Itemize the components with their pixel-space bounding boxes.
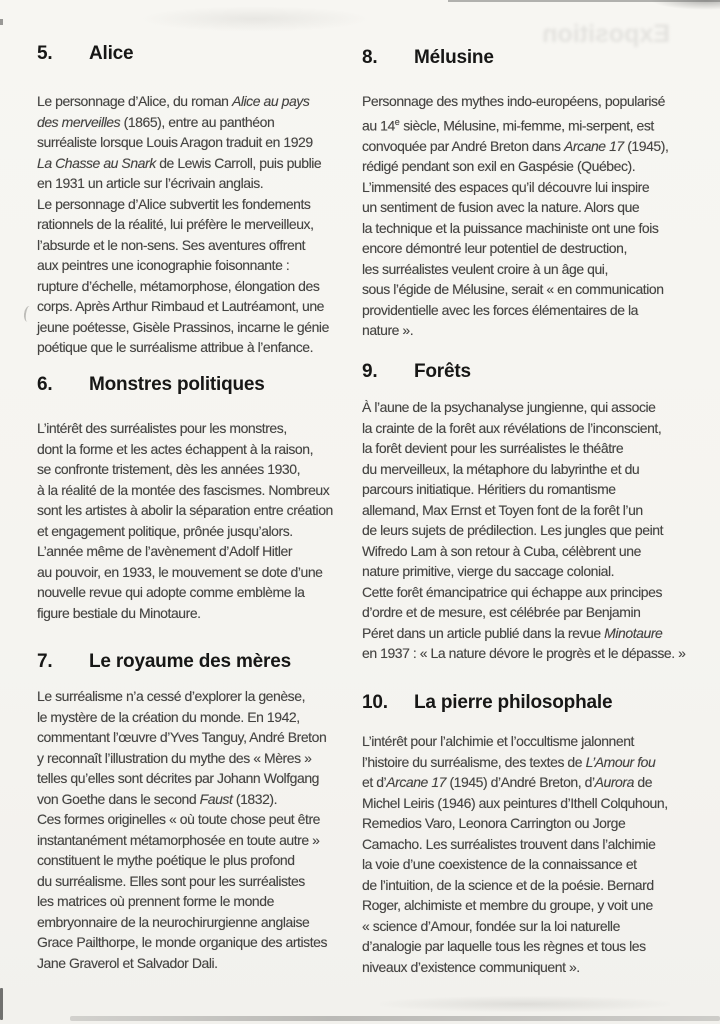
scan-smudge-top-left — [140, 6, 370, 32]
section-number: 9. — [362, 361, 378, 382]
section-number: 10. — [362, 692, 388, 713]
section-forets — [362, 360, 710, 664]
section-alice — [37, 42, 367, 358]
section-number: 7. — [37, 651, 53, 672]
section-body: Le personnage d’Alice, du roman Alice au pays des merveilles (1865), entre au panthéon surréaliste lorsque Louis Aragon traduit en 1929 La Chasse au Snark de Lewis Carroll, puis publie en 1931 un article sur l’écrivain anglais. Le personnage d’Alice subvertit les fondements rationnels de la réalité, lui préfère le merveilleux, l’absurde et le non-sens. Ses aventures offrent aux peintres une iconographie foisonnante : rupture d’échelle, métamorphose, élongation des corps. Après Arthur Rimbaud et Lautréamont, une jeune poétesse, Gisèle Prassinos, incarne le génie poétique que le surréalisme attribue à l’enfance. — [37, 93, 329, 355]
section-number: 6. — [37, 374, 53, 395]
scan-speck-top-left — [0, 19, 3, 25]
section-title: Forêts — [414, 361, 471, 382]
section-body: Le surréalisme n’a cessé d’explorer la genèse, le mystère de la création du monde. En 1942, commentant l’œuvre d’Yves Tanguy, André Breton y reconnaît l’illustration du mythe des « Mères » telles qu’elles sont décrites par Johann Wolfgang von Goethe dans le second Faust (1832). Ces formes originelles « où toute chose peut être instantanément métamorphosée en toute autre » constituent le mythe poétique le plus profond du surréalisme. Elles sont pour les surréalistes les matrices où prennent forme le monde embryonnaire de la neurochirurgienne anglaise Grace Pailthorpe, le monde organique des artistes Jane Graverol et Salvador Dali. — [37, 688, 328, 971]
section-body: L’intérêt pour l’alchimie et l’occultisme jalonnent l’histoire du surréalisme, des textes de L’Amour fou et d’Arcane 17 (1945) d’André Breton, d’Aurora de Michel Leiris (1946) aux peintures d’Ithell Colquhoun, Remedios Varo, Leonora Carrington ou Jorge Camacho. Les surréalistes trouvent dans l’alchimie la voie d’une coexistence de la connaissance et de l’intuition, de la science et de la poésie. Bernard Roger, alchimiste et membre du groupe, y voit une « science d’Amour, fondée sur la loi naturelle d’analogie par laquelle tous les règnes et tous les niveaux d’existence communiquent ». — [362, 733, 668, 975]
scan-smudge-bottom — [380, 996, 670, 1012]
section-pierre-philosophale — [362, 691, 710, 977]
scan-line-bottom — [70, 1016, 720, 1021]
scan-smudge-top-right — [650, 0, 720, 10]
section-title: Monstres politiques — [89, 374, 265, 395]
section-body: Personnage des mythes indo-européens, popularisé au 14e siècle, Mélusine, mi-femme, mi-serpent, est convoquée par André Breton dans Arcane 17 (1945), rédigé pendant son exil en Gaspésie (Québec). L’immensité des espaces qu’il découvre lui inspire un sentiment de fusion avec la nature. Alors que la technique et la puissance machiniste ont une fois encore démontré leur potentiel de destruction, les surréalistes veulent croire à un âge qui, sous l’égide de Mélusine, serait « en communication providentielle avec les forces élémentaires de la nature ». — [362, 93, 669, 339]
section-heading — [362, 46, 710, 70]
section-title: Alice — [89, 43, 134, 64]
section-title: Mélusine — [414, 47, 494, 68]
section-melusine — [362, 46, 710, 341]
section-title: Le royaume des mères — [89, 651, 291, 672]
section-heading — [362, 360, 710, 384]
section-heading — [37, 650, 367, 674]
scan-edge-top — [448, 0, 720, 2]
section-title: La pierre philosophale — [414, 692, 613, 713]
section-monstres-politiques — [37, 373, 367, 623]
section-royaume-des-meres — [37, 650, 367, 973]
section-heading — [37, 42, 367, 66]
section-number: 8. — [362, 47, 378, 68]
section-number: 5. — [37, 43, 53, 64]
scan-mark-left-margin — [23, 305, 34, 322]
bleedthrough-text: Exposition — [542, 20, 670, 48]
section-body: À l’aune de la psychanalyse jungienne, qui associe la crainte de la forêt aux révélations de l’inconscient, la forêt devient pour les surréalistes le théâtre du merveilleux, la métaphore du labyrinthe et du parcours initiatique. Héritiers du romantisme allemand, Max Ernst et Toyen font de la forêt l’un de leurs sujets de prédilection. Les jungles que peint Wifredo Lam à son retour à Cuba, célèbrent une nature primitive, vierge du saccage colonial. Cette forêt émancipatrice qui échappe aux principes d’ordre et de mesure, est célébrée par Benjamin Péret dans un article publié dans la revue Minotaure en 1937 : « La nature dévore le progrès et le dépasse. » — [362, 399, 686, 661]
section-heading — [37, 373, 367, 397]
section-heading — [362, 691, 710, 715]
scan-mark-left-edge — [0, 988, 3, 1020]
section-body: L’intérêt des surréalistes pour les monstres, dont la forme et les actes échappent à la raison, se confronte tristement, dès les années 1930, à la réalité de la montée des fascismes. Nombreux sont les artistes à abolir la séparation entre création et engagement politique, prônée jusqu’alors. L’année même de l’avènement d’Adolf Hitler au pouvoir, en 1933, le mouvement se dote d’une nouvelle revue qui adopte comme emblème la figure bestiale du Minotaure. — [37, 420, 333, 621]
